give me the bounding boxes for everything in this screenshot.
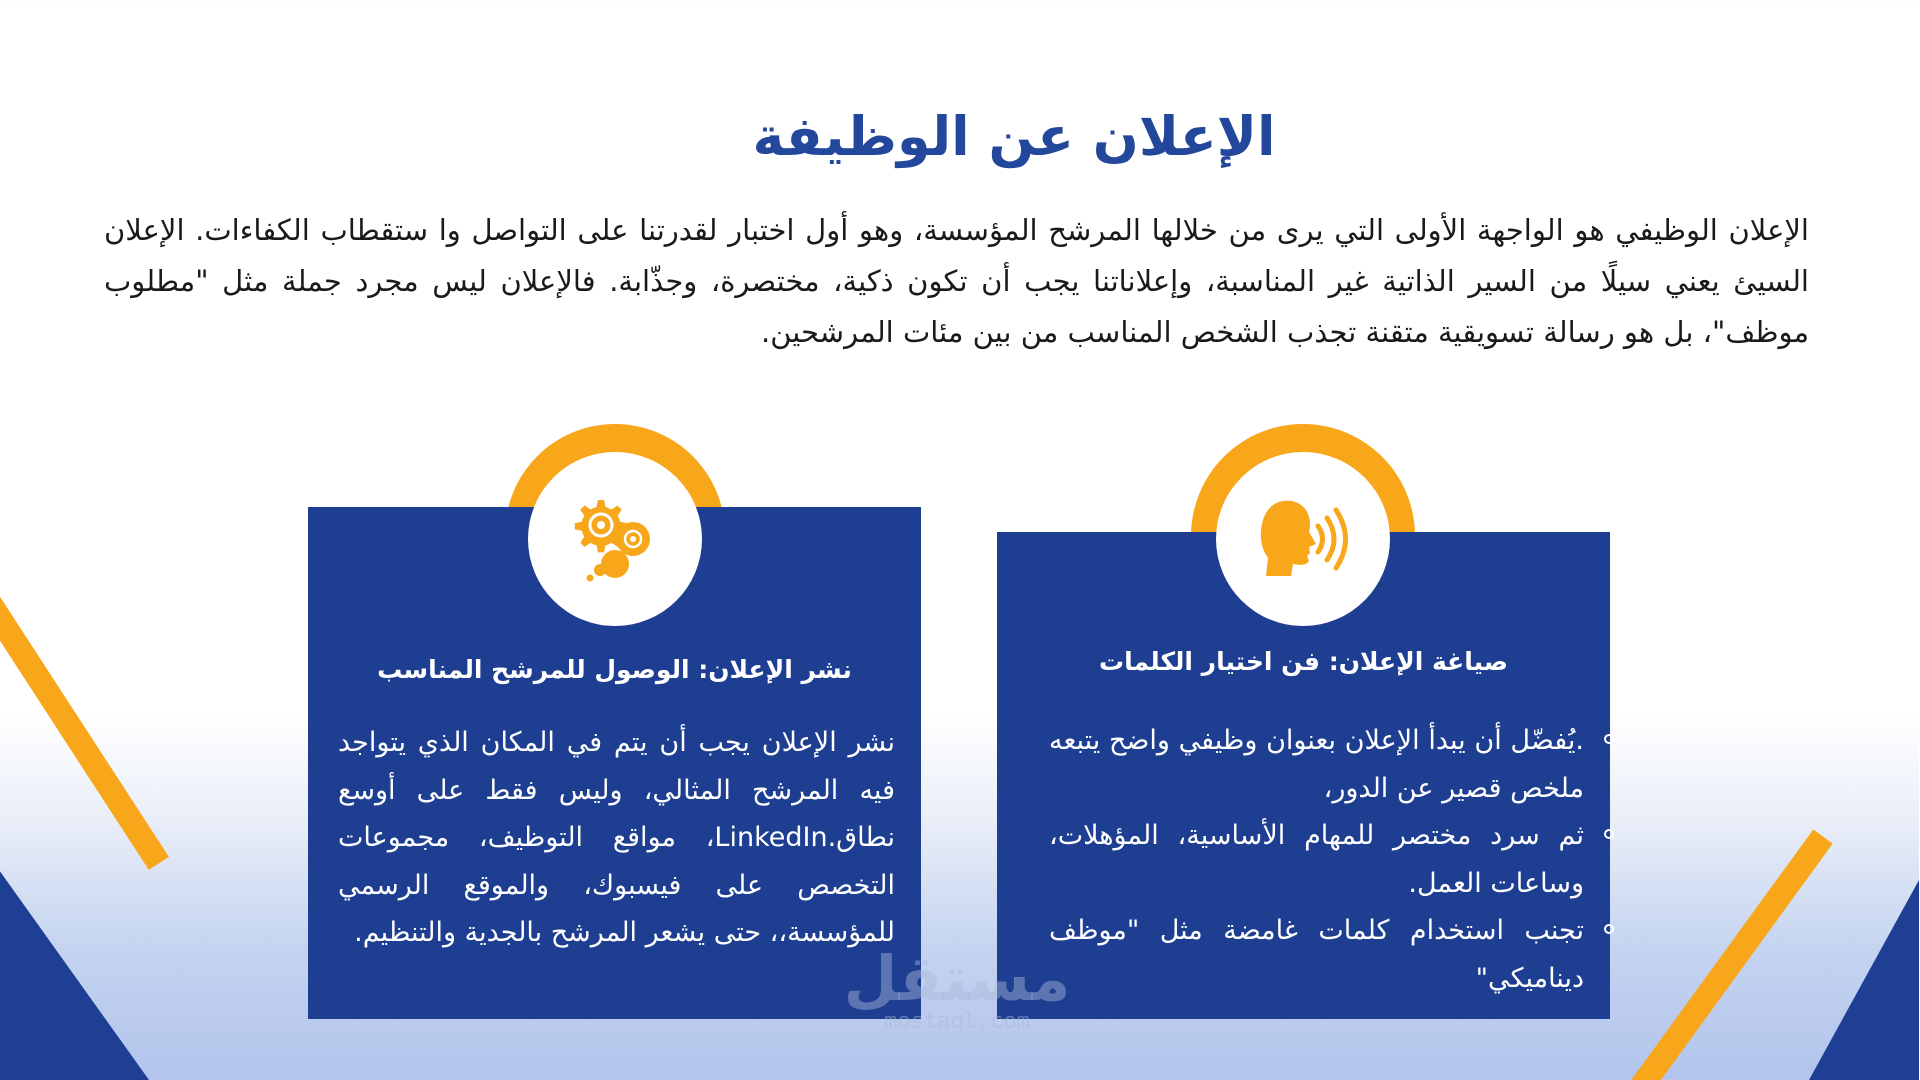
decor-triangle-right: [1810, 880, 1920, 1080]
bullet-text: تجنب استخدام كلمات غامضة مثل "موظف ديناميكي": [1050, 915, 1585, 994]
wording-bullet-list: [1050, 717, 1585, 1002]
bullet-text: .يُفضّل أن يبدأ الإعلان بعنوان وظيفي واضح يتبعه ملخص قصير عن الدور،: [1050, 725, 1585, 804]
list-item: [1050, 907, 1585, 1002]
watermark-url: mostaql.com: [885, 1009, 1031, 1034]
card-wording-body: [1050, 717, 1585, 1002]
list-item: [1050, 812, 1585, 907]
speaking-head-icon: [1217, 452, 1391, 626]
list-item: [1050, 717, 1585, 812]
bullet-circle-icon: [1605, 924, 1615, 934]
decor-triangle-left: [0, 870, 150, 1080]
intro-paragraph: الإعلان الوظيفي هو الواجهة الأولى التي يرى من خلالها المرشح المؤسسة، وهو أول اختبار لقدرتنا على التواصل وا ستقطاب الكفاءات. الإعلان السيئ يعني سيلًا من السير الذاتية غير المناسبة، وإعلاناتنا يجب أن تكون ذكية، مختصرة، وجذّابة. فالإعلان ليس مجرد جملة مثل "مطلوب موظف"، بل هو رسالة تسويقية متقنة تجذب الشخص المناسب من بين مئات المرشحين.: [105, 213, 1810, 349]
gears-thought-bubble-icon: [529, 452, 703, 626]
watermark-logo-text: مستقل: [844, 942, 1072, 1015]
card-publishing-title: نشر الإعلان: الوصول للمرشح المناسب: [378, 655, 853, 684]
card-publishing-body: نشر الإعلان يجب أن يتم في المكان الذي يتواجد فيه المرشح المثالي، وليس فقط على أوسع نطاق.LinkedIn، مواقع التوظيف، مجموعات التخصص على فيسبوك، والموقع الرسمي للمؤسسة،، حتى يشعر المرشح بالجدية والتنظيم.: [339, 727, 896, 948]
decor-stripe-right: [1620, 829, 1833, 1080]
slide-title: الإعلان عن الوظيفة: [753, 105, 1277, 168]
decor-stripe-left: [0, 580, 170, 870]
card-wording-title: صياغة الإعلان: فن اختيار الكلمات: [1100, 647, 1509, 676]
bullet-text: ثم سرد مختصر للمهام الأساسية، المؤهلات، وساعات العمل.: [1050, 820, 1585, 899]
bullet-circle-icon: [1605, 829, 1615, 839]
bullet-circle-icon: [1605, 734, 1615, 744]
mostaql-watermark: [838, 942, 1078, 1034]
